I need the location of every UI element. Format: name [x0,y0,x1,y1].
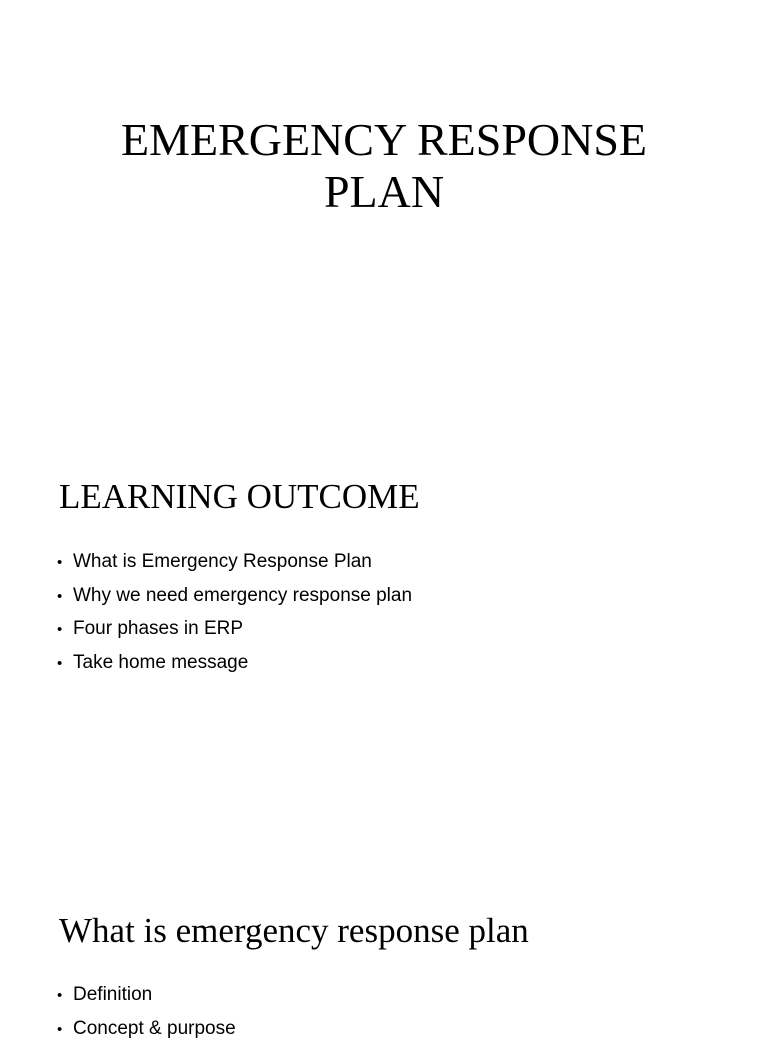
bullet-list [57,546,412,680]
list-item-text: Definition [73,979,152,1012]
bullet-icon: • [57,581,73,614]
list-item-text: Take home message [73,647,248,680]
bullet-icon: • [57,980,73,1013]
bullet-list [57,979,236,1046]
list-item [57,546,412,580]
bullet-icon: • [57,1014,73,1046]
title-slide [0,0,768,440]
learning-outcome-slide [0,440,768,880]
list-item [57,647,412,681]
slide-title-line-1: EMERGENCY RESPONSE [121,114,647,165]
list-item [57,979,236,1013]
list-item [57,613,412,647]
slide-title-line-2: PLAN [324,166,444,217]
list-item [57,580,412,614]
bullet-icon: • [57,648,73,681]
list-item [57,1013,236,1046]
list-item-text: Four phases in ERP [73,613,243,646]
bullet-icon: • [57,614,73,647]
slide-title [0,114,768,218]
slide-heading: LEARNING OUTCOME [59,476,420,518]
list-item-text: Why we need emergency response plan [73,580,412,613]
list-item-text: Concept & purpose [73,1013,236,1046]
bullet-icon: • [57,547,73,580]
slide-heading: What is emergency response plan [59,910,529,952]
definition-slide [0,880,768,1024]
list-item-text: What is Emergency Response Plan [73,546,372,579]
